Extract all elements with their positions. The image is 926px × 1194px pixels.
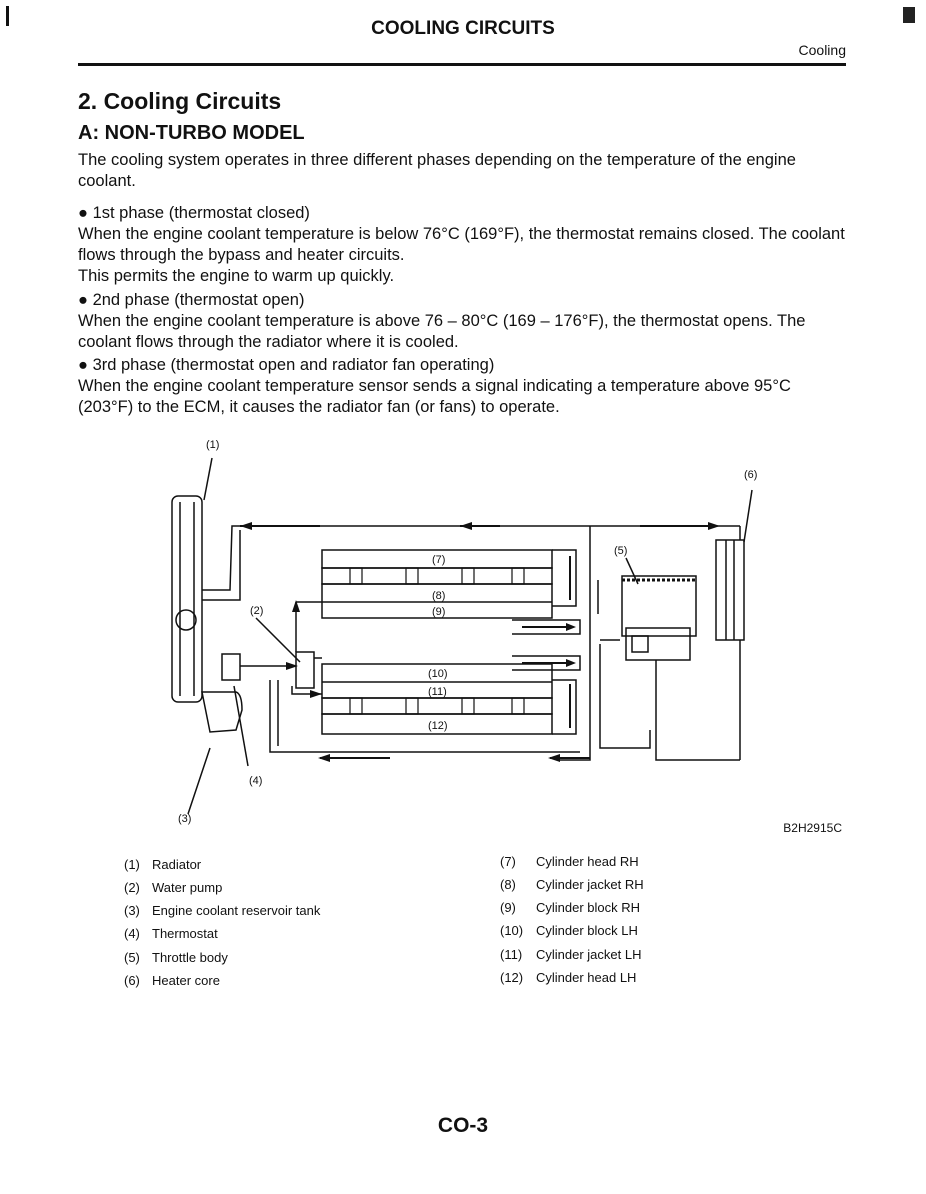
legend-item: (12) Cylinder head LH (500, 970, 637, 985)
callout-1: (1) (206, 439, 220, 451)
legend-item: (11) Cylinder jacket LH (500, 947, 642, 962)
throttle-body-shape (622, 576, 696, 636)
header-rule (78, 63, 846, 66)
running-header-title: COOLING CIRCUITS (371, 18, 555, 39)
phase-3-text: When the engine coolant temperature sensor sends a signal indicating a temperature above 95°C (203°F) to the ECM, it causes the radiator fan (or fans) to operate. (78, 377, 791, 416)
legend-item: (2) Water pump (124, 880, 223, 895)
callout-5: (5) (614, 545, 628, 557)
legend-item: (6) Heater core (124, 973, 220, 988)
cooling-circuit-diagram (60, 430, 780, 830)
callout-8: (8) (432, 590, 446, 602)
callout-10: (10) (428, 668, 448, 680)
callout-2: (2) (250, 605, 264, 617)
intro-paragraph: The cooling system operates in three different phases depending on the temperature of the engine coolant. (78, 151, 796, 190)
phase-1 (78, 203, 850, 287)
legend-item: (4) Thermostat (124, 926, 218, 941)
phase-3-bullet: ● 3rd phase (thermostat open and radiator fan operating) (78, 356, 495, 374)
callout-7: (7) (432, 554, 446, 566)
phase-1-text: When the engine coolant temperature is below 76°C (169°F), the thermostat remains closed. The coolant flows through the bypass and heater circuits. (78, 225, 845, 264)
heater-core-shape (716, 540, 744, 640)
running-header-section: Cooling (798, 42, 846, 58)
legend-item: (8) Cylinder jacket RH (500, 877, 644, 892)
page-number: CO-3 (437, 1114, 489, 1137)
phase-2-bullet: ● 2nd phase (thermostat open) (78, 291, 305, 309)
figure-id: B2H2915C (783, 821, 842, 835)
radiator-shape (172, 496, 202, 702)
callout-11: (11) (428, 686, 447, 698)
water-pump-shape (296, 652, 314, 688)
phase-2 (78, 290, 850, 353)
callout-9: (9) (432, 606, 446, 618)
legend-item: (3) Engine coolant reservoir tank (124, 903, 321, 918)
legend-item: (7) Cylinder head RH (500, 854, 639, 869)
legend-item: (10) Cylinder block LH (500, 923, 638, 938)
section-heading: 2. Cooling Circuits (78, 88, 282, 114)
callout-6: (6) (744, 469, 758, 481)
phase-3 (78, 355, 850, 418)
legend-item: (9) Cylinder block RH (500, 900, 641, 915)
phase-1-bullet: ● 1st phase (thermostat closed) (78, 204, 310, 222)
radiator-cap-shape (176, 610, 196, 630)
phase-2-text: When the engine coolant temperature is above 76 – 80°C (169 – 176°F), the thermostat opens. The coolant flows through the radiator where it is cooled. (78, 312, 806, 351)
legend-item: (1) Radiator (124, 857, 202, 872)
legend-item: (5) Throttle body (124, 950, 228, 965)
thermostat-shape (222, 654, 240, 680)
callout-4: (4) (249, 775, 263, 787)
callout-3: (3) (178, 813, 192, 825)
callout-12: (12) (428, 720, 448, 732)
subsection-heading: A: NON-TURBO MODEL (78, 122, 305, 144)
phase-1-text-2: This permits the engine to warm up quickly. (78, 267, 395, 285)
